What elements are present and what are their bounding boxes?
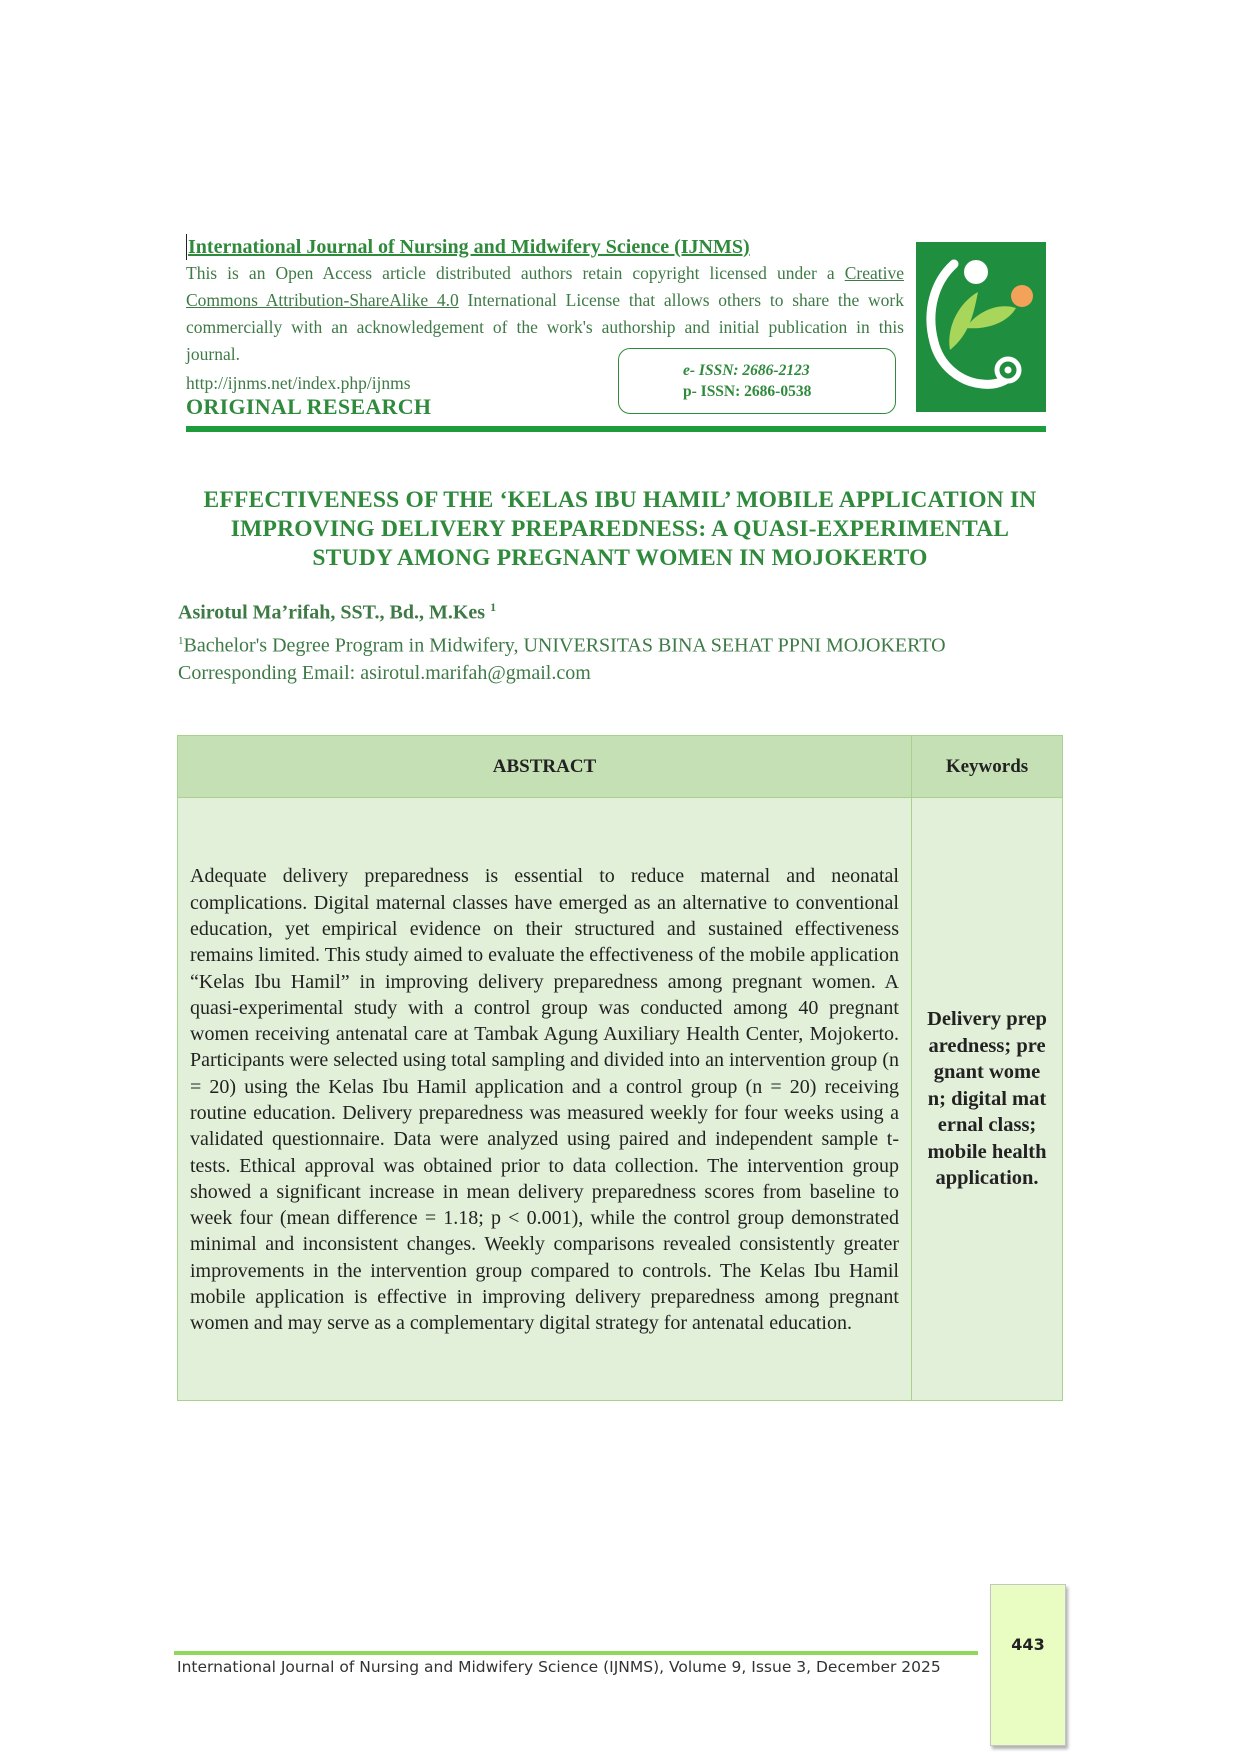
abstract-table-body-row: [178, 798, 1063, 1401]
footer-rule: [174, 1651, 978, 1655]
footer-citation: International Journal of Nursing and Midwifery Science (IJNMS), Volume 9, Issue 3, December 2025: [177, 1658, 941, 1676]
affiliation-block: [178, 628, 1038, 687]
title-line: IMPROVING DELIVERY PREPAREDNESS: A QUASI-EXPERIMENTAL: [230, 516, 1010, 542]
abstract-text: Adequate delivery preparedness is essential to reduce maternal and neonatal complications. Digital maternal classes have emerged as an alternative to conventional education, yet empirical evidence on their structured and sustained effectiveness remains limited. This study aimed to evaluate the effectiveness of the mobile application “Kelas Ibu Hamil” in improving delivery preparedness among pregnant women. A quasi-experimental study with a control group was conducted among 40 pregnant women receiving antenatal care at Tambak Agung Auxiliary Health Center, Mojokerto. Participants were selected using total sampling and divided into an intervention group (n = 20) using the Kelas Ibu Hamil application and a control group (n = 20) receiving routine education. Delivery preparedness was measured weekly for four weeks using a validated questionnaire. Data were analyzed using paired and independent sample t-tests. Ethical approval was obtained prior to data collection. The intervention group showed a significant increase in mean delivery preparedness scores from baseline to week four (mean difference = 1.18; p < 0.001), while the control group demonstrated minimal and inconsistent changes. Weekly comparisons revealed consistently greater improvements in the intervention group compared to controls. The Kelas Ibu Hamil mobile application is effective in improving delivery preparedness among pregnant women and may serve as a complementary digital strategy for antenatal education.: [190, 865, 899, 1335]
affiliation: [178, 628, 1038, 660]
keywords-header: Keywords: [912, 736, 1063, 798]
header-rule: [186, 426, 1046, 432]
abstract-header: ABSTRACT: [178, 736, 912, 798]
affiliation-superscript: 1: [178, 635, 184, 647]
abstract-table-header-row: [178, 736, 1063, 798]
journal-logo-icon: [916, 242, 1046, 412]
title-line: EFFECTIVENESS OF THE ‘KELAS IBU HAMIL’ MOBILE APPLICATION IN: [203, 487, 1037, 513]
author-text: Asirotul Ma’rifah, SST., Bd., M.Kes: [178, 601, 486, 624]
keywords-text: Delivery preparedness; pregnant women; digital maternal class; mobile health application.: [927, 1008, 1047, 1190]
abstract-table: [177, 735, 1063, 1401]
issn-box: [618, 348, 896, 414]
page-number-tab: [990, 1584, 1066, 1746]
p-issn: p- ISSN: 2686-0538: [683, 383, 812, 400]
journal-title[interactable]: International Journal of Nursing and Midwifery Science (IJNMS): [186, 234, 904, 260]
affiliation-text: Bachelor's Degree Program in Midwifery, UNIVERSITAS BINA SEHAT PPNI MOJOKERTO: [183, 634, 946, 657]
abstract-cell: [178, 798, 912, 1401]
corresponding-email[interactable]: Corresponding Email: asirotul.marifah@gmail.com: [178, 661, 591, 684]
article-title: [160, 486, 1080, 573]
title-line: STUDY AMONG PREGNANT WOMEN IN MOJOKERTO: [312, 545, 928, 571]
license-link[interactable]: Creative Commons Attribution-ShareAlike 4.0: [186, 263, 904, 310]
author-name: [178, 600, 496, 625]
journal-url[interactable]: http://ijnms.net/index.php/ijnms: [186, 373, 411, 393]
author-superscript: 1: [490, 600, 497, 614]
page-number: 443: [1011, 1635, 1045, 1654]
license-text-2: International License that allows others to share the work commercially with an acknowledgement of the work's authorship and initial publication in this journal.: [186, 290, 904, 364]
license-text-1: This is an Open Access article distributed authors retain copyright licensed under a: [186, 263, 845, 283]
e-issn: e- ISSN: 2686-2123: [683, 362, 810, 379]
section-label: ORIGINAL RESEARCH: [186, 394, 432, 419]
keywords-cell: [912, 798, 1063, 1401]
